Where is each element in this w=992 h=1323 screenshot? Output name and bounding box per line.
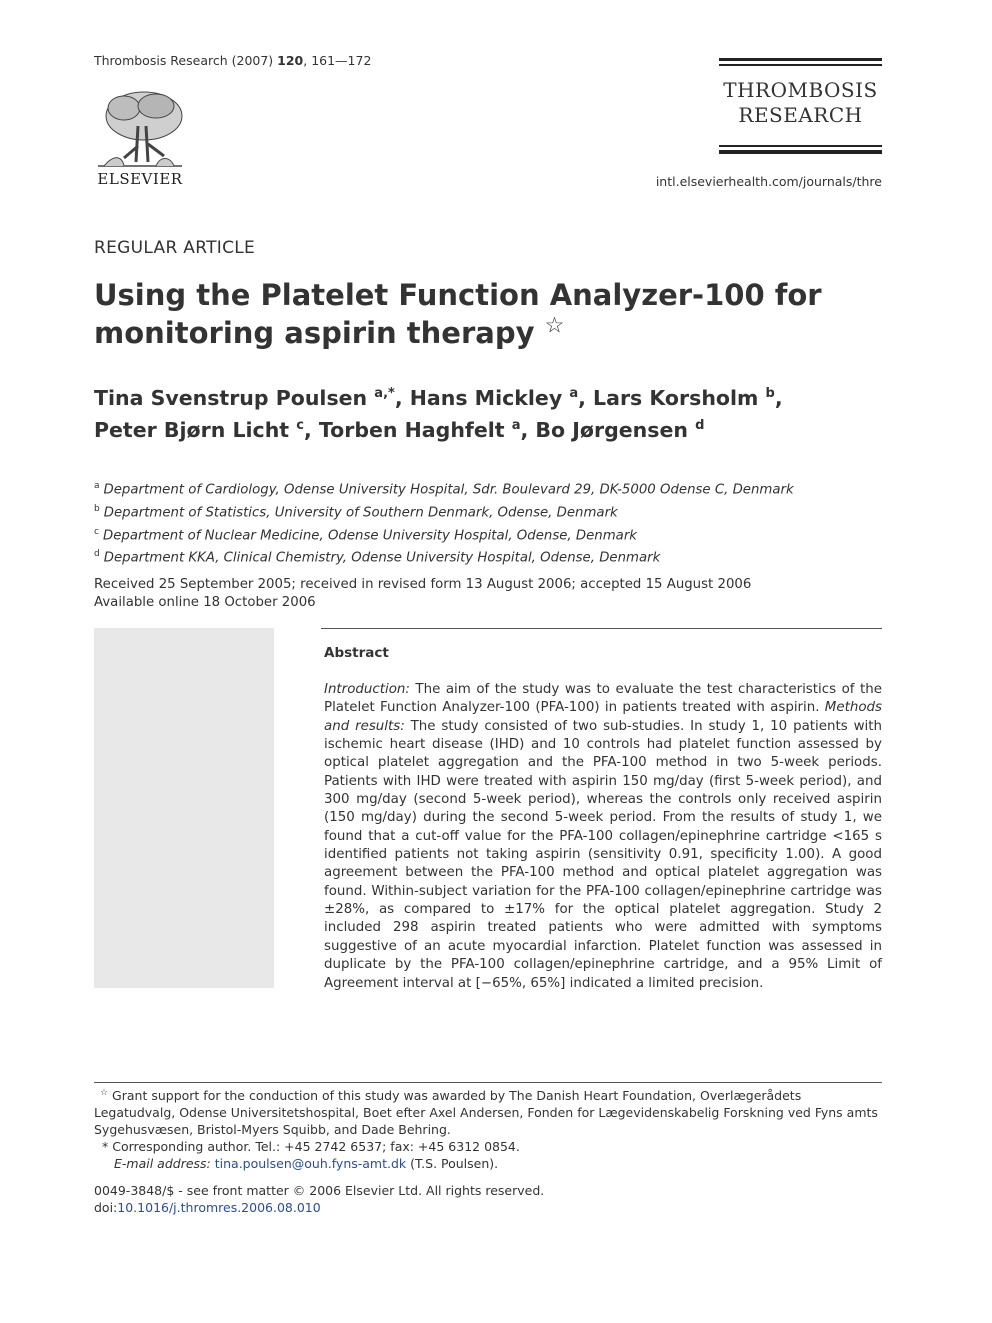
abstract-heading: Abstract [324, 645, 389, 661]
masthead-line1: THROMBOSIS [723, 78, 878, 102]
affiliation-label: b [94, 503, 100, 514]
received-dates: Received 25 September 2005; received in revised form 13 August 2006; accepted 15 August 2006 [94, 577, 752, 592]
abstract-body [324, 681, 882, 993]
journal-reference [94, 53, 371, 68]
journal-url[interactable]: intl.elsevierhealth.com/journals/thre [655, 174, 882, 189]
author-affil-mark[interactable]: d [695, 417, 705, 433]
affiliation-label: d [94, 549, 100, 560]
journal-ref-volume: 120 [277, 53, 304, 68]
affiliation-item [94, 545, 894, 568]
article-type: REGULAR ARTICLE [94, 238, 256, 258]
title-line2: monitoring aspirin therapy [94, 316, 535, 350]
keywords-sidebar-box [94, 628, 274, 988]
author-separator: , [520, 417, 536, 442]
footnote-rule [94, 1082, 882, 1083]
doi-link[interactable]: 10.1016/j.thromres.2006.08.010 [117, 1200, 321, 1215]
masthead-rule-top [719, 58, 882, 61]
journal-ref-prefix: Thrombosis Research (2007) [94, 53, 278, 68]
abstract-methods-text: The study consisted of two sub-studies. In study 1, 10 patients with ischemic heart disease (IHD) and 10 controls had platelet function assessed by optical platelet aggregation and the PFA-100 method in two 5-week periods. Patients with IHD were treated with aspirin 150 mg/day (first 5-week period), and 300 mg/day (second 5-week period), whereas the controls only received aspirin (150 mg/day) during the second 5-week period. From the results of study 1, we found that a cut-off value for the PFA-100 collagen/epinephrine cartridge <165 s identified patients not taking aspirin (sensitivity 0.91, specificity 1.00). A good agreement between the PFA-100 method and optical platelet aggregation was found. Within-subject variation for the PFA-100 collagen/epinephrine cartridge was ±28%, as compared to ±17% for the optical platelet aggregation. Study 2 included 298 aspirin treated patients who were admitted with symptoms suggestive of an acute myocardial infarction. Platelet function was assessed in duplicate by the PFA-100 collagen/epinephrine cartridge, and a 95% Limit of Agreement interval at [−65%, 65%] indicated a limited precision. [324, 718, 882, 991]
author-name: Lars Korsholm [593, 385, 759, 410]
email-suffix: (T.S. Poulsen). [406, 1156, 499, 1172]
grant-footnote [94, 1085, 882, 1138]
author-name: Torben Haghfelt [318, 417, 505, 442]
corresponding-footnote [94, 1138, 882, 1155]
author-separator: , [578, 385, 594, 410]
grant-footnote-star-icon: ☆ [100, 1088, 109, 1098]
affiliation-text: Department of Nuclear Medicine, Odense University Hospital, Odense, Denmark [102, 528, 637, 544]
grant-text: Grant support for the conduction of this study was awarded by The Danish Heart Foundation, Overlægerådets Legatudvalg, Odense Universitetshospital, Boet efter Axel Andersen, Fonden for Lægevidenskabelig Forskning ved Fyns amts Sygehusvæsen, Bristol-Myers Squibb, and Dade Behring. [94, 1088, 878, 1138]
doi-prefix: doi: [94, 1200, 118, 1215]
affiliation-label: c [94, 526, 99, 537]
affiliation-item [94, 477, 894, 500]
affiliation-list [94, 477, 894, 568]
abstract-intro-label: Introduction: [324, 682, 410, 697]
affiliation-item [94, 523, 894, 546]
publisher-wordmark: ELSEVIER [97, 170, 183, 188]
article-dates [94, 576, 894, 613]
article-title [94, 276, 894, 352]
doi-line [94, 1199, 882, 1216]
author-affil-mark[interactable]: b [765, 386, 775, 401]
masthead-title [719, 78, 882, 128]
copyright-line: 0049-3848/$ - see front matter © 2006 Elsevier Ltd. All rights reserved. [94, 1183, 545, 1198]
author-affil-mark[interactable]: a,* [374, 386, 395, 401]
title-line1: Using the Platelet Function Analyzer-100 for [94, 278, 822, 312]
affiliation-label: a [94, 481, 100, 491]
masthead-line2: RESEARCH [738, 103, 863, 127]
abstract-methods-label: Methods and results: [324, 700, 882, 734]
author-separator: , [303, 417, 319, 442]
affiliation-text: Department of Cardiology, Odense University Hospital, Sdr. Boulevard 29, DK-5000 Odense C, Denmark [103, 482, 794, 498]
abstract-intro-text: The aim of the study was to evaluate the test characteristics of the Platelet Function Analyzer-100 (PFA-100) in patients treated with aspirin. [324, 682, 882, 716]
author-separator: , [774, 385, 783, 410]
journal-masthead [719, 58, 882, 155]
author-separator: , [394, 385, 410, 410]
author-name: Bo Jørgensen [535, 417, 688, 442]
author-name: Hans Mickley [409, 385, 563, 410]
affiliation-item [94, 500, 894, 523]
journal-ref-pages: , 161—172 [303, 53, 372, 68]
masthead-rule-bottom [719, 150, 882, 154]
corresponding-mark: * [102, 1139, 109, 1155]
footnotes [94, 1085, 882, 1172]
corresponding-text: Corresponding author. Tel.: +45 2742 6537; fax: +45 6312 0854. [108, 1139, 520, 1155]
masthead-rule-top-thin [719, 64, 882, 66]
author-affil-mark[interactable]: a [511, 417, 521, 433]
email-label: E-mail address: [114, 1156, 211, 1172]
author-affil-mark[interactable]: c [296, 417, 304, 433]
affiliation-text: Department KKA, Clinical Chemistry, Odense University Hospital, Odense, Denmark [103, 550, 661, 566]
copyright-block [94, 1182, 882, 1216]
author-list [94, 380, 894, 444]
email-link[interactable]: tina.poulsen@ouh.fyns-amt.dk [214, 1156, 407, 1172]
masthead-rule-bottom-thin [719, 145, 882, 147]
affiliation-text: Department of Statistics, University of Southern Denmark, Odense, Denmark [103, 505, 618, 521]
abstract-rule [321, 628, 882, 629]
author-name: Peter Bjørn Licht [94, 417, 290, 442]
author-name: Tina Svenstrup Poulsen [94, 385, 368, 410]
author-affil-mark[interactable]: a [569, 386, 579, 401]
online-date: Available online 18 October 2006 [94, 595, 316, 611]
email-footnote [94, 1155, 882, 1172]
title-footnote-star-icon[interactable]: ☆ [544, 313, 565, 339]
